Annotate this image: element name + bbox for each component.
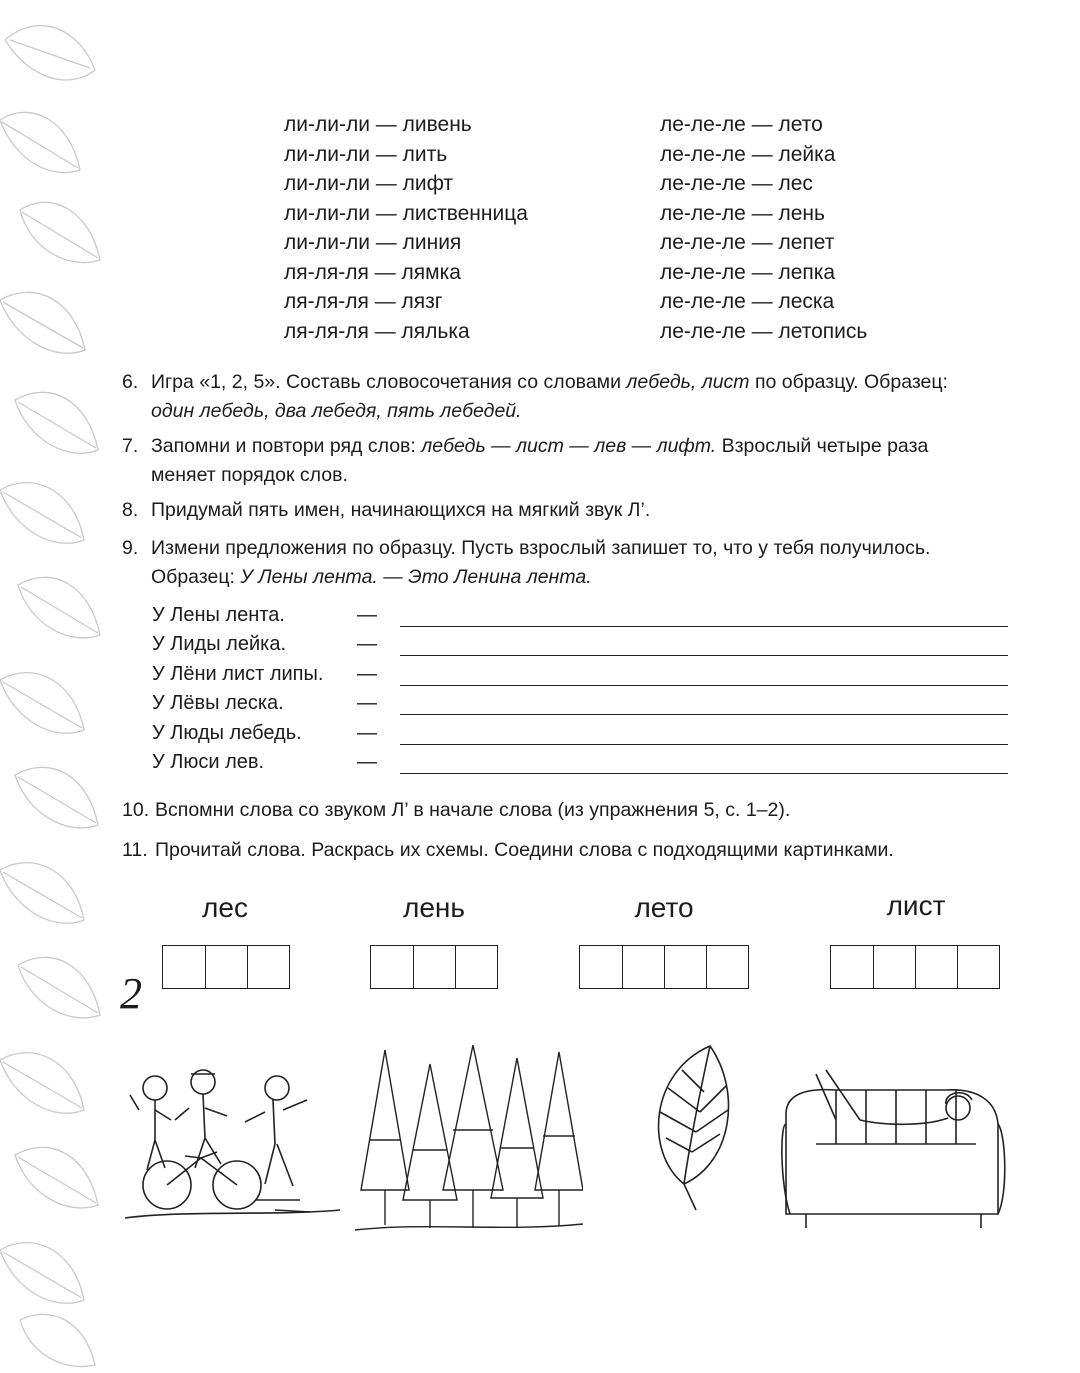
word-les: лес <box>202 892 248 923</box>
scheme-cell[interactable] <box>371 946 413 988</box>
exercise-number: 6. <box>122 371 139 393</box>
answer-line[interactable] <box>400 773 1008 774</box>
exercise-text: Измени предложения по образцу. Пусть взрослый запишет то, что у тебя получилось. <box>151 537 931 559</box>
exercise-italic-words: лебедь, лист <box>626 371 750 393</box>
sentence-row <box>152 602 1012 631</box>
exercise-text: Прочитай слова. Раскрась их схемы. Соедини слова с подходящими картинками. <box>155 839 894 861</box>
exercise-text: Придумай пять имен, начинающихся на мягкий звук Л’. <box>151 499 651 521</box>
sentence-row <box>152 720 1012 749</box>
sentence-row <box>152 661 1012 690</box>
scheme-cell[interactable] <box>413 946 455 988</box>
syllable-line: ле-ле-ле — лепка <box>660 260 836 284</box>
forest-picture[interactable] <box>355 1040 583 1232</box>
sentence-text: У Люды лебедь. <box>152 721 302 744</box>
syllable-line: ле-ле-ле — лето <box>660 113 823 136</box>
sentence-row <box>152 631 1012 660</box>
syllable-line: ли-ли-ли — лифт <box>284 172 454 195</box>
scheme-cell[interactable] <box>455 946 497 988</box>
scheme-cell[interactable] <box>622 946 664 988</box>
exercise-sample: У Лены лента. — Это Ленина лента. <box>240 565 592 588</box>
exercise-7 <box>122 432 1012 489</box>
syllable-line: ли-ли-ли — лиственница <box>284 201 528 225</box>
exercise-text: Запомни и повтори ряд слов: <box>151 435 422 457</box>
leaf-picture[interactable] <box>640 1042 740 1212</box>
syllable-columns <box>284 110 984 346</box>
exercise-italic-words: лебедь — лист — лев — лифт. <box>421 435 717 457</box>
sentence-text: У Лены лента. <box>152 604 285 626</box>
exercise-number: 9. <box>122 537 139 559</box>
syllable-line: ле-ле-ле — летопись <box>660 319 868 343</box>
syllable-line: ли-ли-ли — линия <box>284 231 462 254</box>
scheme-cell[interactable] <box>247 946 289 988</box>
sentence-dash: — <box>357 692 377 715</box>
sound-scheme-list[interactable] <box>830 945 1000 989</box>
scheme-cell[interactable] <box>706 946 748 988</box>
answer-line[interactable] <box>400 626 1008 627</box>
syllable-line: ля-ля-ля — лязг <box>284 290 443 313</box>
sentence-dash: — <box>357 633 377 656</box>
syllable-column-right <box>660 110 980 346</box>
sentence-text: У Лёни лист липы. <box>152 662 324 685</box>
syllable-line: ле-ле-ле — лес <box>660 172 813 195</box>
syllable-line: ля-ля-ля — лямка <box>284 260 461 284</box>
scheme-cell[interactable] <box>580 946 622 988</box>
exercise-text: Игра «1, 2, 5». Составь словосочетания со словами <box>151 371 627 393</box>
sentence-row <box>152 690 1012 719</box>
sentence-dash: — <box>357 750 377 773</box>
sound-scheme-les[interactable] <box>162 945 290 989</box>
sentence-text: У Люси лев. <box>152 750 265 773</box>
sound-scheme-len[interactable] <box>370 945 498 989</box>
sound-scheme-leto[interactable] <box>579 945 749 989</box>
scheme-cell[interactable] <box>205 946 247 988</box>
children-playing-picture[interactable] <box>125 1060 340 1220</box>
exercise-sample: один лебедь, два лебедя, пять лебедей. <box>151 399 522 422</box>
exercise-number: 11. <box>122 839 148 861</box>
answer-line[interactable] <box>400 744 1008 745</box>
sentence-dash: — <box>357 604 377 626</box>
exercise-text: меняет порядок слов. <box>151 463 348 486</box>
exercise-text: по образцу. Образец: <box>749 371 948 393</box>
page-number: 2 <box>120 969 142 1018</box>
scheme-cell[interactable] <box>915 946 957 988</box>
word-leto: лето <box>634 892 694 923</box>
word-len: лень <box>403 892 465 923</box>
exercise-text: Вспомни слова со звуком Л’ в начале слова (из упражнения 5, с. 1–2). <box>155 799 791 821</box>
exercise-6 <box>122 368 1012 425</box>
sentence-text: У Лиды лейка. <box>152 633 286 656</box>
sentence-dash: — <box>357 662 377 685</box>
syllable-column-left <box>284 110 660 346</box>
sentence-list <box>152 602 1012 778</box>
leaf-border-decoration <box>0 0 110 1373</box>
syllable-line: ле-ле-ле — лейка <box>660 142 836 166</box>
syllable-line: ле-ле-ле — лепет <box>660 231 835 254</box>
answer-line[interactable] <box>400 655 1008 656</box>
word-list: лист <box>886 890 946 921</box>
sentence-dash: — <box>357 721 377 744</box>
scheme-cell[interactable] <box>957 946 999 988</box>
sentence-text: У Лёвы леска. <box>152 692 284 715</box>
exercise-11 <box>122 836 1012 865</box>
exercise-number: 10. <box>122 799 150 821</box>
syllable-line: ли-ли-ли — лить <box>284 142 448 166</box>
exercise-text: Взрослый четыре раза <box>716 435 929 457</box>
answer-line[interactable] <box>400 714 1008 715</box>
exercise-number: 8. <box>122 499 139 521</box>
exercise-10 <box>122 796 1012 825</box>
syllable-line: ле-ле-ле — лень <box>660 201 825 225</box>
exercise-8 <box>122 496 1012 525</box>
syllable-line: ле-ле-ле — леска <box>660 290 835 313</box>
exercise-number: 7. <box>122 435 139 457</box>
lazy-man-sofa-picture[interactable] <box>776 1064 1011 1232</box>
scheme-cell[interactable] <box>664 946 706 988</box>
answer-line[interactable] <box>400 685 1008 686</box>
exercise-9 <box>122 534 1012 591</box>
syllable-line: ли-ли-ли — ливень <box>284 113 472 136</box>
exercise-sample-label: Образец: <box>151 565 241 588</box>
scheme-cell[interactable] <box>831 946 873 988</box>
scheme-cell[interactable] <box>873 946 915 988</box>
scheme-cell[interactable] <box>163 946 205 988</box>
sentence-row <box>152 749 1012 778</box>
syllable-line: ля-ля-ля — лялька <box>284 319 470 343</box>
